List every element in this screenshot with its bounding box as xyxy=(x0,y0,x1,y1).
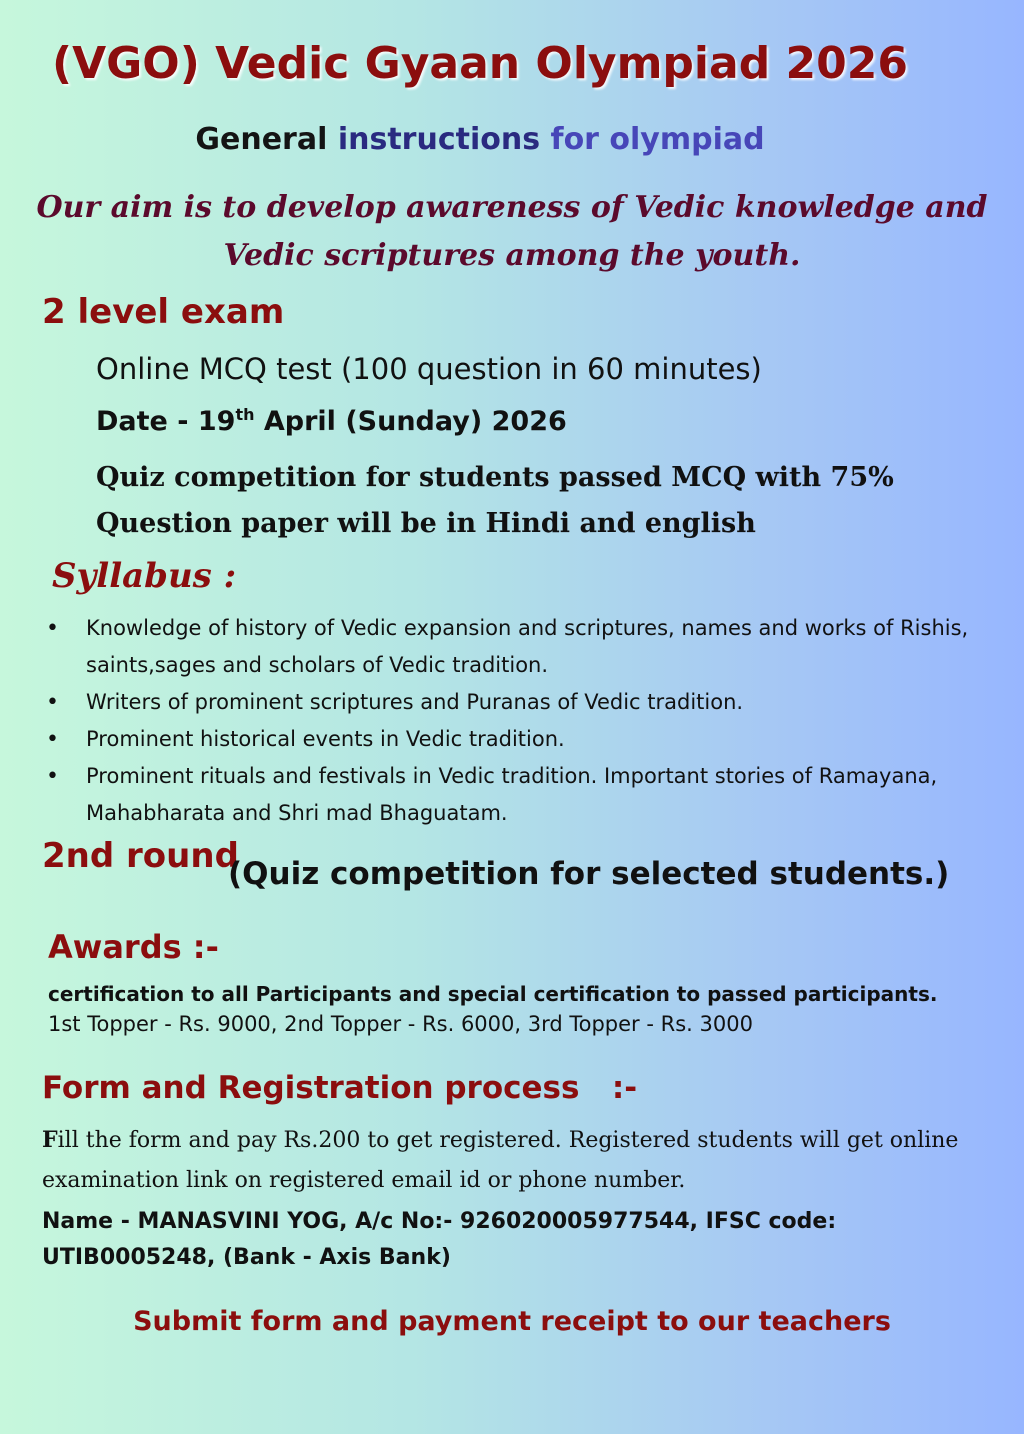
registration-instructions xyxy=(42,1120,1012,1201)
syllabus-item: • Prominent historical events in Vedic tradition. xyxy=(44,721,1019,758)
mcq-test-info: Online MCQ test (100 question in 60 minutes) xyxy=(96,352,762,386)
bank-details: Name - MANASVINI YOG, A/c No:- 926020005977544, IFSC code: UTIB0005248, (Bank - Axis Bank) xyxy=(42,1209,837,1270)
exam-heading: 2 level exam xyxy=(42,292,285,332)
registration-initial-letter: F xyxy=(42,1127,58,1153)
awards-heading: Awards :- xyxy=(48,928,219,966)
page-title: (VGO) Vedic Gyaan Olympiad 2026 xyxy=(52,38,908,89)
exam-date xyxy=(96,405,567,437)
exam-date-suffix-th: th xyxy=(235,405,255,424)
submit-note: Submit form and payment receipt to our teachers xyxy=(133,1306,891,1337)
quiz-info: Quiz competition for students passed MCQ with 75% xyxy=(96,462,894,493)
round2-heading: 2nd round xyxy=(42,836,239,876)
subtitle-word-olympiad: for olympiad xyxy=(550,122,765,157)
syllabus-heading: Syllabus : xyxy=(52,556,237,596)
exam-date-prefix: Date - 19 xyxy=(96,406,236,437)
subtitle-word-instructions: instructions xyxy=(337,122,541,157)
syllabus-item: • Writers of prominent scriptures and Puranas of Vedic tradition. xyxy=(44,684,1019,721)
round2-description: (Quiz competition for selected students.) xyxy=(228,856,950,892)
registration-instructions-text: ill the form and pay Rs.200 to get registered. Registered students will get online examination link on registered email id or phone number. xyxy=(42,1128,959,1193)
page-subtitle xyxy=(0,122,960,157)
syllabus-list xyxy=(44,610,1019,832)
awards-prizes: 1st Topper - Rs. 9000, 2nd Topper - Rs. 6000, 3rd Topper - Rs. 3000 xyxy=(48,1012,753,1036)
syllabus-item: • Knowledge of history of Vedic expansion and scriptures, names and works of Rishis, saints,sages and scholars of Vedic tradition. xyxy=(44,610,1019,684)
subtitle-word-general: General xyxy=(195,122,328,157)
paper-language-info: Question paper will be in Hindi and english xyxy=(96,508,756,539)
exam-date-rest: April (Sunday) 2026 xyxy=(254,406,567,437)
registration-heading: Form and Registration process :- xyxy=(42,1070,638,1106)
awards-certification: certification to all Participants and special certification to passed participants. xyxy=(48,982,938,1006)
aim-statement: Our aim is to develop awareness of Vedic knowledge and Vedic scriptures among the youth. xyxy=(36,190,988,273)
syllabus-item: • Prominent rituals and festivals in Vedic tradition. Important stories of Ramayana, Mahabharata and Shri mad Bhaguatam. xyxy=(44,758,1019,832)
